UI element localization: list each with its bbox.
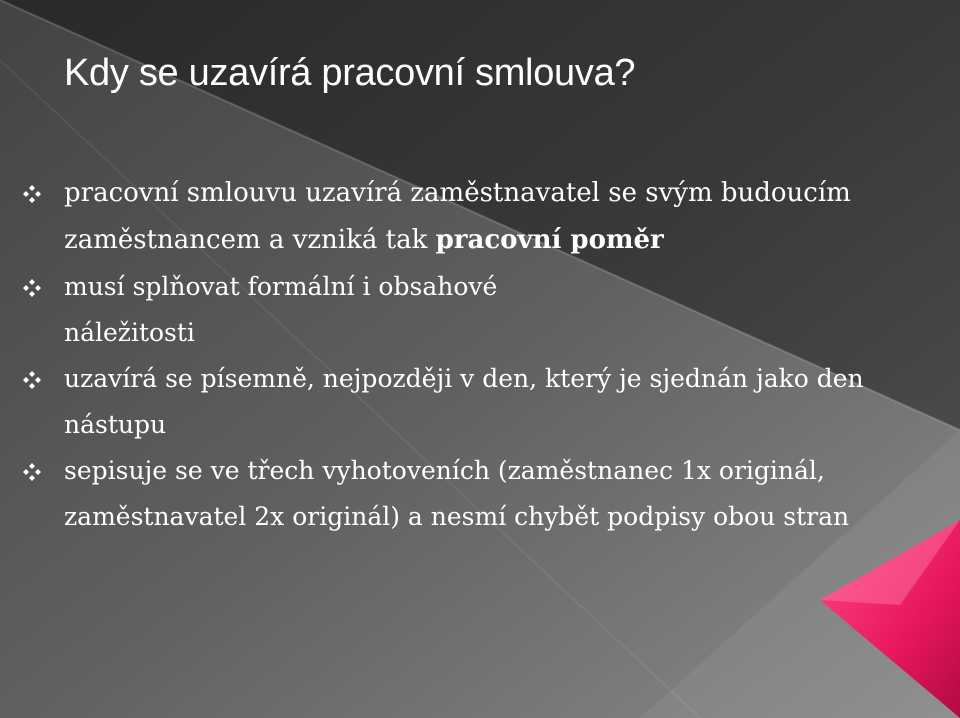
slide-title: Kdy se uzavírá pracovní smlouva? (64, 52, 636, 94)
bullet-text-4: sepisuje se ve třech vyhotoveních (zaměstnanec 1x originál, zaměstnavatel 2x originál) a nesmí chybět podpisy obou stran (64, 456, 850, 531)
bullet-text-1: pracovní smlouvu uzavírá zaměstnavatel se svým budoucím zaměstnancem a vzniká tak (64, 178, 851, 255)
bullet-item-4 (22, 448, 932, 540)
diamond-quad-bullet-icon (22, 278, 42, 298)
bullet-text-3: uzavírá se písemně, nejpozději v den, který je sjednán jako den nástupu (64, 364, 864, 439)
bullet-text-2: musí splňovat formální i obsahové náležitosti (64, 272, 498, 347)
diamond-quad-bullet-icon (22, 184, 42, 204)
bullet-item-3 (22, 356, 932, 448)
bullet-list (22, 170, 932, 540)
bullet-item-2 (22, 264, 932, 356)
bullet-emphasis-1: pracovní poměr (435, 225, 664, 255)
diamond-quad-bullet-icon (22, 462, 42, 482)
diamond-quad-bullet-icon (22, 370, 42, 390)
bullet-item-1 (22, 170, 932, 264)
